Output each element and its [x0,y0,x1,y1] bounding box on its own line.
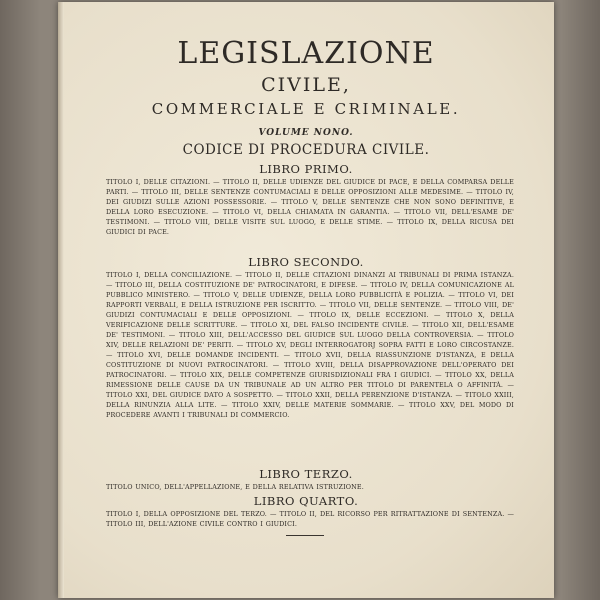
book-contents-terzo: TITOLO UNICO, DELL'APPELLAZIONE, E DELLA RELATIVA ISTRUZIONE. [106,483,364,491]
page-gutter [58,2,64,598]
closing-rule [286,535,324,536]
book-page [58,2,554,598]
book-heading-secondo: LIBRO SECONDO. [248,255,364,269]
book-contents-secondo: TITOLO I, DELLA CONCILIAZIONE. — TITOLO II, DELLE CITAZIONI DINANZI AI TRIBUNALI DI PRIMA ISTANZA. — TITOLO III, DELLA COSTITUZIONE DE' PATROCINATORI, E DIFESE. — TITOLO IV, DELLA COMUNICAZIONE AL PUBBLICO MINISTERO. — TITOLO V, DELLE UDIENZE, DELLA LORO PUBBLICITÀ E POLIZIA. — TITOLO VI, DEI RAPPORTI VERBALI, E DELLA ISTRUZIONE PER ISCRITTO. — TITOLO VII, DELLE SENTENZE. — TITOLO VIII, DE' GIUDIZI CONTUMACIALI E DELLE OPPOSIZIONI. — TITOLO IX, DELLE ECCEZIONI. — TITOLO X, DELLA VERIFICAZIONE DELLE SCRITTURE. — TITOLO XI, DEL FALSO INCIDENTE CIVILE. — TITOLO XII, DELL'ESAME DE' TESTIMONI. — TITOLO XIII, DELL'ACCESSO DEL GIUDICE SUL LUOGO DELLA CONTROVERSIA. — TITOLO XIV, DELLE RELAZIONI DE' PERITI. — TITOLO XV, DEGLI INTERROGATORJ SOPRA FATTI E LORO CIRCOSTANZE. — TITOLO XVI, DELLE DOMANDE INCIDENTI. — TITOLO XVII, DELLA RIASSUNZIONE D'ISTANZA, E DELLA COSTITUZIONE DI NUOVI PATROCINATORI. — TITOLO XVIII, DELLA DISAPPROVAZIONE DELL'OPERATO DEI PATROCINATORI. — TITOLO XIX, DELLE COMPETENZE GIURISDIZIONALI FRA I GIUDICI. — TITOLO XX, DELLA RIMESSIONE DELLE CAUSE DA UN TRIBUNALE AD UN ALTRO PER TITOLO DI PARENTELA O AFFINITÀ. — TITOLO XXI, DEL GIUDICE DATO A SOSPETTO. — TITOLO XXII, DELLA PERENZIONE D'ISTANZA. — TITOLO XXIII, DELLA RINUNZIA ALLA LITE. — TITOLO XXIV, DELLE MATERIE SOMMARIE. — TITOLO XXV, DEL MODO DI PROCEDERE AVANTI I TRIBUNALI DI COMMERCIO. [106,271,514,419]
book-heading-primo: LIBRO PRIMO. [259,162,353,176]
book-heading-terzo: LIBRO TERZO. [259,467,353,481]
title-legislazione: LEGISLAZIONE [177,36,435,71]
book-heading-quarto: LIBRO QUARTO. [253,494,359,508]
volume-label: VOLUME NONO. [258,128,354,138]
title-commerciale-criminale: COMMERCIALE E CRIMINALE. [151,100,461,118]
code-title: CODICE DI PROCEDURA CIVILE. [182,142,430,158]
title-civile: CIVILE, [261,74,351,96]
book-contents-primo: TITOLO I, DELLE CITAZIONI. — TITOLO II, DELLE UDIENZE DEL GIUDICE DI PACE, E DELLA COMPARSA DELLE PARTI. — TITOLO III, DELLE SENTENZE CONTUMACIALI E DELLE OPPOSIZIONI ALLE MEDESIME. — TITOLO IV, DEI GIUDIZI SULLE AZIONI POSSESSORIE. — TITOLO V, DELLE SENTENZE CHE NON SONO DEFINITIVE, E DELLA LORO ESECUZIONE. — TITOLO VI, DELLA CHIAMATA IN GARANTIA. — TITOLO VII, DELL'ESAME DE' TESTIMONI. — TITOLO VIII, DELLE VISITE SUL LUOGO, E DELLE STIME. — TITOLO IX, DELLA RICUSA DEI GIUDICI DI PACE. [106,178,514,236]
book-contents-quarto: TITOLO I, DELLA OPPOSIZIONE DEL TERZO. — TITOLO II, DEL RICORSO PER RITRATTAZIONE DI SENTENZA. — TITOLO III, DELL'AZIONE CIVILE CONTRO I GIUDICI. [106,510,514,528]
